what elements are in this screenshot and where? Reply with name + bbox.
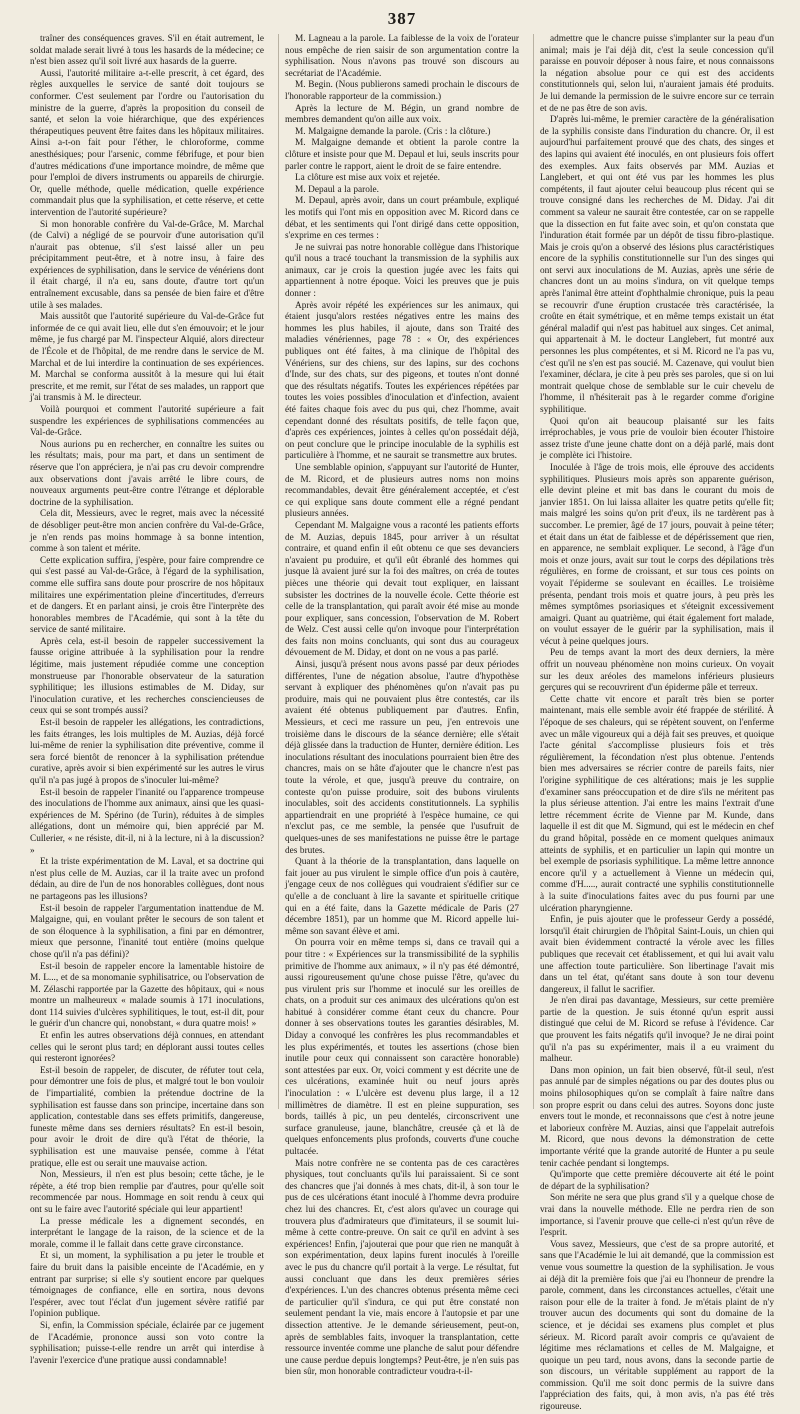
article-paragraph: M. Begin. (Nous publierons samedi prochain le discours de l'honorable rapporteur de la commission.)	[285, 80, 519, 102]
article-paragraph: Inoculée à l'âge de trois mois, elle éprouve des accidents syphilitiques. Plusieurs mois après son apparente guérison, elle devint pleine et mit bas dans le courant du mois de janvier 1851. On lui laissa allaiter les quatre petits qu'elle fit; mais malgré les soins qu'on prit d'eux, ils ne tardèrent pas à succomber. Le premier, âgé de 17 jours, pouvait à peine téter; et était dans un état de faiblesse et de dépérissement que rien, en apparence, ne semblait expliquer. Le second, à l'âge d'un mois et onze jours, avait sur tout le corps des dépilations très régulières, en forme de croissant, et sur tous ces points on voyait l'épiderme se soulevant en écailles. Le troisième présenta, pendant trois mois et quatre jours, à peu près les mêmes symptômes psoriasiques et s'éteignit excessivement amaigri. Quant au quatrième, qui était également fort malade, on voulut essayer de le guérir par la syphilisation, mais il vécut à peine quelques jours.	[540, 462, 774, 647]
article-paragraph: M. Depaul, après avoir, dans un court préambule, expliqué les motifs qui l'ont mis en opposition avec M. Ricord dans ce débat, et les sentiments qui l'ont dirigé dans cette opposition, s'exprime en ces termes :	[285, 196, 519, 242]
article-paragraph: Enfin, je puis ajouter que le professeur Gerdy a possédé, lorsqu'il était chirurgien de l'hôpital Saint-Louis, un chien qui avait bien évidemment contracté la vérole avec les filles publiques que recevait cet établissement, et qui lui avait valu une affection toute particulière. Son libertinage l'avait mis dans un tel état, qu'étant sans doute à son tour devenu dangereux, il fallut le sacrifier.	[540, 915, 774, 995]
article-paragraph: Une semblable opinion, s'appuyant sur l'autorité de Hunter, de M. Ricord, et de plusieurs autres noms non moins recommandables, devait être généralement acceptée, et c'est ce qui explique sans doute comment elle a régné pendant plusieurs années.	[285, 462, 519, 520]
column-middle	[278, 34, 519, 1378]
page-number: 387	[387, 9, 417, 28]
article-paragraph: M. Lagneau a la parole. La faiblesse de la voix de l'orateur nous empêche de rien saisir de son argumentation contre la syphilisation. Nous n'avons pas trouvé son discours au secrétariat de l'Académie.	[285, 34, 519, 79]
article-paragraph: Cependant M. Malgaigne vous a raconté les patients efforts de M. Auzias, depuis 1845, pour arriver à un résultat contraire, et quand enfin il eût obtenu ce que ses devanciers n'avaient pu produire, et qu'il eût ébranlé des hommes qui jusque là avaient juré sur la foi des maîtres, on créa de toutes pièces une théorie qui devait tout expliquer, en laissant subsister les doctrines de la nouvelle école. Cette théorie est celle de la transplantation, qui paraît avoir été mise au monde pour expliquer, sans concession, l'observation de M. Robert de Welz. C'est aussi celle qu'on invoque pour l'interprétation des faits non moins concluants, qui sont dus au courageux dévouement de M. Diday, et dont on ne vous a pas parlé.	[285, 520, 519, 659]
article-paragraph: M. Malgaigne demande et obtient la parole contre la clôture et insiste pour que M. Depaul et lui, seuls inscrits pour parler contre le rapport, aient le droit de se faire entendre.	[285, 138, 519, 172]
article-paragraph: Son mérite ne sera que plus grand s'il y a quelque chose de vrai dans la nouvelle méthode. Elle ne perdra rien de son importance, si l'avenir prouve que celle-ci n'est qu'un rêve de l'esprit.	[540, 1193, 774, 1239]
article-paragraph: Cela dit, Messieurs, avec le regret, mais avec la nécessité de désobliger peut-être mon ancien confrère du Val-de-Grâce, je n'en rends pas moins hommage à sa bonne intention, comme à son talent et mérite.	[30, 509, 264, 555]
article-paragraph: Ainsi, jusqu'à présent nous avons passé par deux périodes différentes, l'une de négation absolue, l'autre d'hypothèse servant à expliquer des phénomènes qu'on n'avait pas pu produire, mais qui ne pouvaient plus être contestés, car ils avaient été obtenus publiquement par d'autres. Enfin, Messieurs, et ceci me rassure un peu, j'en entrevois une troisième dans le discours de la séance dernière; elle s'était déjà glissée dans la traduction de Hunter, dernière édition. Les inoculations résultant des inoculations pourraient bien être des chancres, mais on se hâte d'ajouter que le chancre n'est pas toute la vérole, et que, jusqu'à preuve du contraire, on conteste qu'on puisse produire, soit des bubons virulents inoculables, soit des accidents constitutionnels. La syphilis appartiendrait en une propriété à l'espèce humaine, ce qui n'exclut pas, ce me semble, la pensée que l'usufruit de quelques-unes de ses manifestations ne puisse être le partage des brutes.	[285, 660, 519, 856]
article-paragraph: Est-il besoin de rappeler les allégations, les contradictions, les faits étranges, les lois multiples de M. Auzias, déjà forcé lui-même de renier la syphilisation dite préventive, comme il sera forcé bientôt de renoncer à la syphilisation prétendue curative, après avoir si bien expérimenté sur les autres le virus qu'il n'a pas jugé à propos de s'inoculer lui-même?	[30, 718, 264, 786]
article-paragraph: Et si, un moment, la syphilisation a pu jeter le trouble et faire du bruit dans la paisible enceinte de l'Académie, en y entrant par surprise; si elle s'y soutient encore par quelques témoignages de confiance, elle en sortira, nous devons l'espérer, avec tout l'éclat d'un jugement sévère ratifié par l'opinion publique.	[30, 1251, 264, 1320]
article-paragraph: Aussi, l'autorité militaire a-t-elle prescrit, à cet égard, des règles auxquelles le service de santé doit toujours se conformer. C'est seulement par l'ordre ou l'autorisation du ministre de la guerre, d'après la proposition du conseil de santé, et selon la voie hiérarchique, que des expériences thérapeutiques peuvent être faites dans les hôpitaux militaires. Ainsi a-t-on fait pour l'éther, le chloroforme, comme anesthésiques; pour l'arsenic, comme fébrifuge, et pour bien d'autres médications d'une importance moindre, de même que pour l'emploi de divers instruments ou appareils de chirurgie. Or, quelle méthode, quelle médication, quelle expérience commandait plus que la syphilisation, et cette réserve, et cette intervention de l'autorité supérieure?	[30, 68, 264, 218]
article-paragraph: Voilà pourquoi et comment l'autorité supérieure a fait suspendre les expériences de syphilisations commencées au Val-de-Grâce.	[30, 405, 264, 439]
article-paragraph: Est-il besoin de rappeler l'argumentation inattendue de M. Malgaigne, qui, en voulant prêter le secours de son talent et de son éloquence à la syphilisation, a fini par en démontrer, mieux que personne, l'inanité tout entière (moins quelque chose qu'il n'a pas défini)?	[30, 903, 264, 960]
article-paragraph: Mais notre confrère ne se contenta pas de ces caractères physiques, tout concluants qu'ils lui paraissaient. Si ce sont des chancres que j'ai donnés à mes chats, dit-il, à son tour le pus de ces ulcérations étant inoculé à l'homme devra produire chez lui des chancres. Et, c'est alors qu'avec un courage qui trouvera plus d'admirateurs que d'imitateurs, il se soumit lui-même à cette contre-preuve. On sait ce qu'il en advint à ses expériences! Enfin, j'ajouterai que pour que rien ne manquât à son expérimentation, deux lapins furent inoculés à l'oreille avec le pus du chancre qu'il portait à la verge. Le résultat, fut aussi concluant que dans les deux premières séries d'expériences. L'un des chancres obtenus présenta même ceci de particulier qu'il s'indura, ce qui put être constaté non seulement pendant la vie, mais encore à l'autopsie et par une dissection attentive. Je le demande sérieusement, peut-on, après de semblables faits, invoquer la transplantation, cette ressource inventée comme une planche de salut pour défendre une cause perdue depuis longtemps? Peut-être, je n'en suis pas bien sûr, mon honorable contradicteur voudra-t-il-	[285, 1158, 519, 1378]
article-paragraph: Cette chatte vit encore et paraît très bien se porter maintenant, mais elle semble avoir été frappée de stérilité. À l'époque de ses chaleurs, qui se répètent souvent, on l'enferme avec un mâle vigoureux qui a déjà fait ses preuves, et quoique l'acte génital s'accomplisse plusieurs fois et très régulièrement, la fécondation n'est plus obtenue. J'entends bien mes adversaires se récrier contre de pareils faits, nier l'origine syphilitique de ces altérations; mais je les supplie d'examiner sans préoccupation et de dire s'ils ne méritent pas la plus sérieuse attention. J'ai entre les mains l'extrait d'une lettre récemment écrite de Vienne par M. Kunde, dans laquelle il est dit que M. Sigmund, qui est le médecin en chef du grand hôpital, possède en ce moment quelques animaux atteints de syphilis, et en particulier un lapin qui montre un bel exemple de psoriasis syphilitique. La même lettre annonce encore qu'il y a actuellement à Vienne un médecin qui, comme d'H....., aurait contracté une syphilis constitutionnelle à la suite d'inoculations faites avec du pus fourni par une ulcération pharyngienne.	[540, 694, 774, 914]
article-paragraph: Dans mon opinion, un fait bien observé, fût-il seul, n'est pas annulé par de simples négations ou par des doutes plus ou moins philosophiques qu'on se complaît à faire naître dans son propre esprit ou dans celui des autres. Soyons donc juste envers tout le monde, et reconnaissons que c'est à notre jeune et laborieux confrère M. Auzias, ainsi que l'appelait autrefois M. Ricord, que nous devons la démonstration de cette importante vérité que la grande autorité de Hunter a pu seule tenir cachée pendant si longtemps.	[540, 1065, 774, 1169]
article-paragraph: La presse médicale les a dignement secondés, en interprétant le langage de la raison, de la science et de la morale, comme il le fallait dans cette grave circonstance.	[30, 1216, 264, 1250]
article-paragraph: Peu de temps avant la mort des deux derniers, la mère offrit un nouveau phénomène non moins curieux. On voyait sur les deux aréoles des mamelons inférieurs plusieurs gerçures qui se recouvrirent d'un épiderme pâle et terreux.	[540, 648, 774, 694]
article-paragraph: M. Malgaigne demande la parole. (Cris : la clôture.)	[295, 126, 491, 137]
article-paragraph: Quant à la théorie de la transplantation, dans laquelle on fait jouer au pus virulent le simple office d'un pois à cautère, j'engage ceux de nos collègues qui voudraient s'édifier sur ce qu'elle a de concluant à lire la savante et spirituelle critique qui en a été faite, dans la Gazette médicale de Paris (27 décembre 1851), par un homme que M. Ricord appelle lui-même son savant élève et ami.	[285, 857, 519, 937]
text-columns	[30, 34, 774, 1413]
article-paragraph: Nous aurions pu en rechercher, en connaître les suites ou les résultats; mais, pour ma part, et dans un sentiment de réserve que l'on appréciera, je n'ai pas cru devoir comprendre aux observations dont j'avais arrêté le libre cours, de nouveaux arguments peut-être contre l'étrange et déplorable doctrine de la syphilisation.	[30, 439, 264, 508]
article-paragraph: Quoi qu'on ait beaucoup plaisanté sur les faits irréprochables, je vous prie de vouloir bien écouter l'histoire assez triste d'une jeune chatte dont on a déjà parlé, mais dont je complète ici l'histoire.	[540, 416, 774, 462]
column-left	[30, 34, 264, 1366]
article-paragraph: D'après lui-même, le premier caractère de la généralisation de la syphilis consiste dans l'induration du chancre. Or, il est aujourd'hui parfaitement prouvé que des chats, des singes et des lapins qui avaient été inoculés, en ont plusieurs fois offert des exemples. Aux faits observés par MM. Auzias et Langlebert, et qui ont été vus par les hommes les plus compétents, il faut ajouter celui beaucoup plus récent qui se trouve consigné dans les recherches de M. Diday. J'ai dit comment sa valeur ne saurait être contestée, car on se rappelle que la dissection en fut faite avec soin, et qu'on constata que l'induration était formée par un dépôt de tissu fibro-plastique. Mais je crois qu'on a observé des lésions plus caractéristiques encore de la syphilis constitutionnelle sur l'un des singes qui ont servi aux inoculations de M. Auzias, après une série de chancres dont un au moins s'indura, on vit quelque temps après l'animal être atteint d'ophthalmie chronique, puis la peau se recouvrir d'une éruption crustacée très caractérisée, la croûte en était symétrique, et en même temps existait un état général maladif qui n'est pas habituel aux singes. Cet animal, qui appartenait à M. le docteur Langlebert, fut montré aux personnes les plus compétentes, et si M. Ricord ne l'a pas vu, c'est qu'il ne s'en est pas soucié. M. Cazenave, qui voulut bien l'examiner, déclara, je cite à peu près ses paroles, que si on lui montrait quelque chose de semblable sur le cuir chevelu de l'homme, il n'hésiterait pas à le regarder comme d'origine syphilitique.	[540, 115, 774, 415]
article-paragraph: Qu'importe que cette première découverte ait été le point de départ de la syphilisation?	[540, 1170, 774, 1192]
column-right	[533, 34, 774, 1413]
article-paragraph: M. Depaul a la parole.	[295, 184, 379, 195]
article-paragraph: Après cela, est-il besoin de rappeler successivement la fausse origine attribuée à la syphilisation pour la rendre légitime, mais justement répudiée comme une conception monstrueuse par l'honorable observateur de la saturation syphilitique; les illusions estimables de M. Diday, sur l'inoculation curative, et les recherches consciencieuses de ceux qui se sont trompés aussi?	[30, 636, 264, 717]
article-paragraph: traîner des conséquences graves. S'il en était autrement, le soldat malade serait livré à tous les hasards de la médecine; ce n'est bien assez qu'il soit livré aux hasards de la guerre.	[30, 34, 264, 68]
article-paragraph: Vous savez, Messieurs, que c'est de sa propre autorité, et sans que l'Académie le lui ait demandé, que la commission est venue vous soumettre la question de la syphilisation. Je vous ai déjà dit la première fois que j'ai eu l'honneur de prendre la parole, comment, dans les circonstances actuelles, c'était une raison pour elle de la traiter à fond. Je m'étais plaint de n'y trouver aucun des documents qui sont du domaine de la science, et je décidai ses examens plus complet et plus sérieux. M. Ricord paraît avoir compris ce qu'avaient de légitime mes réclamations et celles de M. Malgaigne, et quoique un peu tard, nous avons, dans la seconde partie de son discours, un véritable supplément au rapport de la commission. Qu'il me soit donc permis de la suivre dans l'appréciation des faits, qui, à mon avis, n'a pas été très rigoureuse.	[540, 1239, 774, 1413]
article-paragraph: Est-il besoin de rappeler l'inanité ou l'apparence trompeuse des inoculations de l'homme aux animaux, ainsi que les quasi-expériences de M. Spérino (de Turin), réduites à de simples allégations, dont un mémoire qui, bien apprécié par M. Cullerier, « ne résiste, dit-il, ni à la lecture, ni à la discussion? »	[30, 787, 264, 856]
article-paragraph: Et la triste expérimentation de M. Laval, et sa doctrine qui n'est plus celle de M. Auzias, car il la traite avec un profond dédain, au dire de l'un de nos honorables collègues, dont nous ne partageons pas les illusions?	[30, 857, 264, 902]
article-paragraph: Si mon honorable confrère du Val-de-Grâce, M. Marchal (de Calvi) a négligé de se pourvoir d'une autorisation qu'il n'aurait pas obtenue, s'il s'est laissé aller un peu précipitamment peut-être, et à notre insu, à faire des expériences de syphilisation, dans le service de vénériens dont il était chargé, il n'a eu, sans doute, d'autre tort qu'un entraînement excusable, dans sa pensée de bien faire et d'être utile à ses malades.	[30, 219, 264, 311]
article-paragraph: Je ne suivrai pas notre honorable collègue dans l'historique qu'il nous a tracé touchant la transmission de la syphilis aux animaux, car je crois la question jugée avec les faits qui appartiennent à notre époque. Voici les preuves que je puis donner :	[285, 242, 519, 300]
article-paragraph: Après avoir répété les expériences sur les animaux, qui étaient jusqu'alors restées négatives entre les mains des hommes les plus habiles, il ajoute, dans son Traité des maladies vénériennes, page 78 : « Or, des expériences publiques ont été faites, à ma clinique de l'hôpital des Vénériens, sur des chiens, sur des lapins, sur des cochons d'Inde, sur des chats, sur des pigeons, et toutes n'ont donné que des résultats négatifs. Toutes les expériences répétées par toutes les voies possibles d'inoculation et d'infection, avaient été faites chaque fois avec du pus qui, chez l'homme, avait cependant donné des résultats positifs, de telle façon que, d'après ces expériences, jointes à celles qu'on possédait déjà, on peut conclure que le principe inoculable de la syphilis est particulière à l'homme, et ne saurait se transmettre aux brutes.	[285, 300, 519, 462]
article-paragraph: admettre que le chancre puisse s'implanter sur la peau d'un animal; mais je l'ai déjà dit, c'est la seule concession qu'il paraisse en pouvoir déposer à nous faire, et nous connaissons la négation absolue pour ce qui est des accidents constitutionnels qui, selon lui, n'auraient jamais été produits. Je lui demande la permission de le suivre encore sur ce terrain et de ne pas être de son avis.	[540, 34, 774, 114]
article-paragraph: Après la lecture de M. Bégin, un grand nombre de membres demandent qu'on aille aux voix.	[285, 103, 519, 126]
article-paragraph: Est-il besoin de rappeler encore la lamentable histoire de M. L..., et de sa monomanie syphilisatrice, ou l'observation de M. Zélaschi rapportée par la Gazette des hôpitaux, qui « nous montre un malheureux « malade soumis à 171 inoculations, dont 114 suivies d'ulcères syphilitiques, le tout, est-il dit, pour le guérir d'un chancre qui, nonobstant, « dura quatre mois! »	[30, 961, 264, 1030]
article-paragraph: Est-il besoin de rappeler, de discuter, de réfuter tout cela, pour démontrer une fois de plus, et malgré tout le bon vouloir de l'impartialité, combien la prétendue doctrine de la syphilisation est fausse dans son principe, incertaine dans son application, contestable dans ses effets primitifs, dangereuse, funeste même dans ses derniers résultats? En est-il besoin, pour avoir le droit de dire qu'à l'état de théorie, la syphilisation est une mauvaise pensée, comme à l'état pratique, elle est ou serait une mauvaise action.	[30, 1065, 264, 1169]
article-paragraph: Je n'en dirai pas davantage, Messieurs, sur cette première partie de la question. Je suis étonné qu'un esprit aussi distingué que celui de M. Ricord se refuse à l'évidence. Car que prouvent les faits négatifs qu'il invoque? Je ne dirai point qu'il n'a pas su expérimenter, mais il a eu vraiment du malheur.	[540, 996, 774, 1065]
article-paragraph: Non, Messieurs, il n'en est plus besoin; cette tâche, je le répète, a été trop bien remplie par d'autres, pour qu'elle soit recommencée par nous. Hommage en soit rendu à ceux qui ont su le faire avec l'autorité spéciale qui leur appartient!	[30, 1170, 264, 1215]
article-paragraph: Et enfin les autres observations déjà connues, en attendant celles qui le seront plus tard; en déplorant aussi toutes celles qui resteront ignorées?	[30, 1031, 264, 1065]
article-paragraph: Mais aussitôt que l'autorité supérieure du Val-de-Grâce fut informée de ce qui avait lieu, elle dut s'en émouvoir; et le jour même, je fus chargé par M. l'inspecteur Alquié, alors directeur de l'École et de l'hôpital, de me rendre dans le service de M. Marchal et de lui interdire la continuation de ses expériences. M. Marchal se conforma aussitôt à la mesure qui lui était prescrite, et me remit, sur l'état de ses malades, un rapport que j'ai transmis à M. le directeur.	[30, 312, 264, 404]
article-paragraph: La clôture est mise aux voix et rejetée.	[295, 173, 440, 184]
article-paragraph: On pourra voir en même temps si, dans ce travail qui a pour titre : « Expériences sur la transmissibilité de la syphilis primitive de l'homme aux animaux, » il n'y pas été démontré, aussi rigoureusement qu'une chose puisse l'être, qu'avec du pus virulent pris sur l'homme et inoculé sur les oreilles de chats, on a produit sur ces animaux des ulcérations qu'on est habitué à considérer comme étant ceux du chancre. Pour donner à ses observations toutes les garanties désirables, M. Diday a convoqué les confrères les plus recommandables et les plus expérimentés, et toutes les assertions (chose bien inutile pour ceux qui connaissent son caractère honorable) sont attestées par eux. Or, voici comment y est décrite une de ces ulcérations, examinée huit ou neuf jours après l'inoculation : « L'ulcère est devenu plus large, il a 12 millimètres de diamètre. Il est en pleine suppuration, ses bords, taillés à pic, un peu dentelés, circonscrivent une surface granuleuse, jaune, blanchâtre, creusée çà et là de quelques enfoncements plus profonds, couverts d'une couche pultacée.	[285, 938, 519, 1157]
article-paragraph: Si, enfin, la Commission spéciale, éclairée par ce jugement de l'Académie, prononce aussi son voto contre la syphilisation; puisse-t-elle rendre un arrêt qui interdise à l'avenir l'exercice d'une pratique aussi condamnable!	[30, 1320, 264, 1366]
article-paragraph: Cette explication suffira, j'espère, pour faire comprendre ce qui s'est passé au Val-de-Grâce, à l'égard de la syphilisation, comme elle suffira sans doute pour proscrire de nos hôpitaux militaires une expérimentation pleine d'incertitudes, d'erreurs et de dangers. Et en parlant ainsi, je crois être l'interprète des honorables membres de l'Académie, qui sont à la tête du service de santé militaire.	[30, 555, 264, 636]
